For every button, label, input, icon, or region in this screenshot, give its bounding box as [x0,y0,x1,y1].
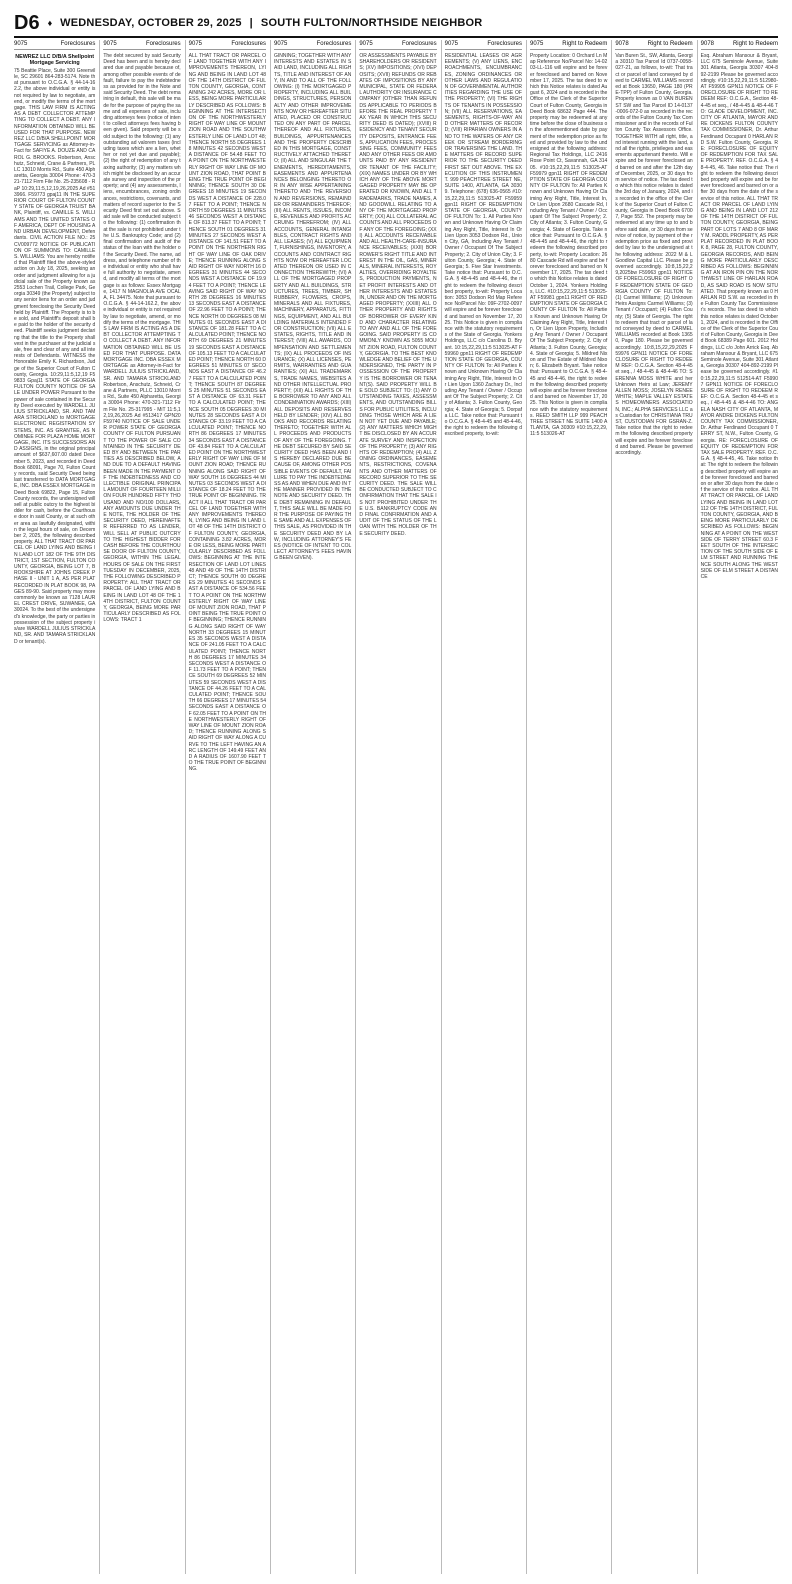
column-3 [185,40,266,1574]
legal-notice-text: ALL THAT TRACT OR PARCEL OF LAND TOGETHER WITH ANY IMPROVEMENTS THEREON, LYING AND BEING IN LAND LOT 48 OF THE 14TH DISTRICT OF FULTON COUNTY, GEORGIA, CONTAINING 242 ACRES, MORE OR LESS, BEING MORE PARTICULARLY DESCRIBED AS FOLLOWS: BEGINNING AT THE INTERSECTION OF THE NORTHWESTERLY RIGHT OF WAY LINE OF MOUNT ZION ROAD AND THE SOUTHWESTERLY LINE OF LAND LOT 48; THENCE NORTH 55 DEGREES 18 MINUTES 42 SECONDS WEST A DISTANCE OF 54.48 FEET TO A POINT ON THE NORTHWESTERLY RIGHT OF WAY LINE OF MOUNT ZION ROAD, THAT POINT BEING THE TRUE POINT OF BEGINNING; THENCE SOUTH 30 DEGREES 18 MINUTES 19 SECONDS WEST A DISTANCE OF 228.07 FEET TO A POINT; THENCE NORTH 59 DEGREES 11 MINUTES 46 SECONDS WEST A DISTANCE OF 813.37 FEET TO A POINT; THENCE SOUTH 01 DEGREES 31 MINUTES 27 SECONDS WEST A DISTANCE OF 141.51 FEET TO A POINT ON THE NORTHERN RIGHT OF WAY LINE OF OAK DRIVE; THENCE RUNNING ALONG SAID RIGHT OF WAY NORTH 16 DEGREES 31 MINUTES 44 SECONDS WEST A DISTANCE OF 19.94 FEET TO A POINT; THENCE LEAVING SAID RIGHT OF WAY NORTH 28 DEGREES 16 MINUTES 13 SECONDS EAST A DISTANCE OF 22.96 FEET TO A POINT; THENCE NORTH 00 DEGREES 08 MINUTES 01 SECONDS EAST A DISTANCE OF 181.28 FEET TO A CALCULATED POINT; THENCE NORTH 69 DEGREES 21 MINUTES 19 SECONDS EAST A DISTANCE OF 105.13 FEET TO A CALCULATED POINT; THENCE NORTH 60 DEGREES 51 MINUTES 07 SECONDS EAST A DISTANCE OF 46.27 FEET TO A CALCULATED POINT; THENCE SOUTH 87 DEGREES 25 MINUTES 51 SECONDS EAST A DISTANCE OF 63.31 FEET TO A CALCULATED POINT; THENCE SOUTH 05 DEGREES 30 MINUTES 28 SECONDS EAST A DISTANCE OF 33.19 FEET TO A CALCULATED POINT; THENCE NORTH 86 DEGREES 17 MINUTES 34 SECONDS EAST A DISTANCE OF 43.84 FEET TO A CALCULATED POINT ON THE NORTHWESTERLY RIGHT OF WAY LINE OF MOUNT ZION ROAD; THENCE RUNNING ALONG SAID RIGHT OF WAY SOUTH 16 DEGREES 44 MINUTES 03 SECONDS WEST A DISTANCE OF 18.24 FEET TO THE TRUE POINT OF BEGINNING. TRACT II ALL THAT TRACT OR PARCEL OF LAND TOGETHER WITH ANY IMPROVEMENTS THEREON, LYING AND BEING IN LAND LOT 48 OF THE 14TH DISTRICT OF FULTON COUNTY, GEORGIA, CONTAINING 3.82 ACRES, MORE OR LESS, BEING MORE PARTICULARLY DESCRIBED AS FOLLOWS: BEGINNING AT THE INTERSECTION OF LAND LOT LINES 48 AND 49 OF THE 14TH DISTRICT; THENCE SOUTH 00 DEGREES 29 MINUTES 41 SECONDS EAST A DISTANCE OF 534.56 FEET TO A POINT ON THE NORTHWESTERLY RIGHT OF WAY LINE OF MOUNT ZION ROAD, THAT POINT BEING THE TRUE POINT OF BEGINNING; THENCE RUNNING ALONG SAID RIGHT OF WAY NORTH 33 DEGREES 15 MINUTES 35 SECONDS WEST A DISTANCE OF 241.05 FEET TO A CALCULATED POINT; THENCE NORTH 86 DEGREES 17 MINUTES 34 SECONDS WEST A DISTANCE OF 11.73 FEET TO A POINT; THENCE SOUTH 69 DEGREES 52 MINUTES 59 SECONDS WEST A DISTANCE OF 44.26 FEET TO A CALCULATED POINT; THENCE SOUTH 66 DEGREES 17 MINUTES 54 SECONDS EAST A DISTANCE OF 62.05 FEET TO A POINT ON THE NORTHWESTERLY RIGHT OF WAY LINE OF MOUNT ZION ROAD; THENCE RUNNING ALONG SAID RIGHT OF WAY ALONG A CURVE TO THE LEFT HAVING AN ARC LENGTH OF 149.49 FEET AND A RADIUS OF 1607.90 FEET TO THE TRUE POINT OF BEGINNING. [188,53,268,773]
column-code: 9075 [444,41,459,47]
column-9 [697,40,778,1574]
column-8 [611,40,695,1574]
column-code: 9075 [188,41,203,47]
legal-notice-text: Property Location: 0 Orchard Ln Map Reference No/Parcel No: 14-0203-LL-116 will expire and be forever foreclosed and barred on November 17, 2025. The tax deed to which this Notice relates is dated August 6, 2024 and is recorded in the Office of the Clerk of the Superior Court of Fulton County, Georgia in Deed Book 68632 Page 444. The property may be redeemed at any time before the close of business on the aforementioned date by payment of the redemption price as fixed and provided by law to the undersigned at the following address: Regional Tax Holdings, LLC 2416 Rose Point Ct, Savannah, GA 31405. #10:15,22,29,11:5 513025-AT F59979 gpn11 RIGHT OF REDEMPTION STATE OF GEORGIA COUNTY OF FULTON To: All Parties Known and Unknown Having Or Claiming Any Right, Title, Interest In, Or Lien Upon 2680 Cascade Rd, Including Any Tenant / Owner / Occupant Of The Subject Property; 2. City of Atlanta; 3. Fulton County, Georgia; 4. State of Georgia. Take notice that: Pursuant to O.C.G.A. § 48-4-45 and 48-4-46, the right to redeem the following described property, to-wit: Property Location: 2680 Cascade Rd will expire and be forever foreclosed and barred on November 17, 2025. The tax deed to which this Notice relates is dated October 1, 2024. Yonkers Holdings, LLC. #10:15,22,29,11:5 513025-AT F59981 gpn11 RIGHT OF REDEMPTION STATE OF GEORGIA COUNTY OF FULTON To: All Parties Known and Unknown Having Or Claiming Any Right, Title, Interest In, Or Lien Upon Property, Including Any Tenant / Owner / Occupant Of The Subject Property; 2. City of Atlanta; 3. Fulton County, Georgia; 4. State of Georgia; 5. Mildred Nixon and The Estate of Mildred Nixon; 6. Elizabeth Bryant. Take notice that: Pursuant to O.C.G.A. § 48-4-45 and 48-4-46, the right to redeem the following described property will expire and be forever foreclosed and barred on November 17, 2025. This Notice is given in compliance with the statutory requirements. REED SMITH LLP 999 PEACHTREE STREET NE SUITE 1400 ATLANTA, GA 30309 #10:15,22,29,11:5 513026-AT [530,53,609,438]
column-category: Foreclosures [145,41,181,47]
legal-notice-text: The debt secured by said Security Deed has been and is hereby declared due and payable because of, among other possible events of default, failure to pay the indebtedness as provided for in the Note and said Security Deed. The debt remaining in default, this sale will be made for the purpose of paying the same and all expenses of sale, including attorneys fees (notice of intent to collect attorneys fees having been given). Said property will be sold subject to the following: (1) any outstanding ad valorem taxes (including taxes which are a lien, whether or not yet due and payable); (2) the right of redemption of any taxing authority; (3) any matters which might be disclosed by an accurate survey and inspection of the property; and (4) any assessments, liens, encumbrances, zoning ordinances, restrictions, covenants, and matters of record superior to the Security Deed first set out above. Said sale will be conducted subject to the following: (1) confirmation that the sale is not prohibited under the U.S. Bankruptcy Code; and (2) final confirmation and audit of the status of the loan with the holder of the Security Deed. The name, address, and telephone number of the individual or entity who shall have full authority to negotiate, amend, and modify all terms of the mortgage is as follows: Essex Mortgage, 1417 N MAGNOLIA AVE OCALA, FL 34475. Note that pursuant to O.C.G.A. § 44-14-162.2, the above individual or entity is not required by law to negotiate, amend, or modify the terms of the mortgage. THIS LAW FIRM IS ACTING AS A DEBT COLLECTOR ATTEMPTING TO COLLECT A DEBT. ANY INFORMATION OBTAINED WILL BE USED FOR THAT PURPOSE. DATA MORTGAGE INC. DBA ESSEX MORTGAGE as Attorney-in-Fact for WARDELL JULIUS STRICKLAND, SR. AND TAMARA STRICKLAND Robertson, Anschutz, Schneid, Crane & Partners, PLLC 13010 Morris Rd., Suite 450 Alpharetta, Georgia 30004 Phone: 470-321-7112 Firm File No. 25-317995 - MiT 11:5,12,19,26,2025 Ad #513417 GPN20 F59740 NOTICE OF SALE UNDER POWER STATE OF GEORGIA COUNTY OF FULTON PURSUANT TO THE POWER OF SALE CONTAINED IN THE SECURITY DEED BY AND BETWEEN THE PARTIES AS DESCRIBED BELOW, AND DUE TO A DEFAULT HAVING BEEN MADE IN THE PAYMENT OF THE INDEBTEDNESS AND COLLECTIBLE ORIGINAL PRINCIPAL AMOUNT OF FOURTEEN MILLION FOUR HUNDRED FIFTY THOUSAND AND NO/100 DOLLARS, ANY AMOUNTS DUE UNDER THE NOTE, THE HOLDER OF THE SECURITY DEED, HEREINAFTER REFERRED TO AS LENDER, WILL SELL AT PUBLIC OUTCRY TO THE HIGHEST BIDDER FOR CASH BEFORE THE COURTHOUSE DOOR OF FULTON COUNTY, GEORGIA, WITHIN THE LEGAL HOURS OF SALE ON THE FIRST TUESDAY IN DECEMBER, 2025, THE FOLLOWING DESCRIBED PROPERTY: ALL THAT TRACT OR PARCEL OF LAND LYING AND BEING IN LAND LOT 48 OF THE 14TH DISTRICT, FULTON COUNTY, GEORGIA, BEING MORE PARTICULARLY DESCRIBED AS FOLLOWS: TRACT 1 [103,53,183,624]
column-category: Foreclosures [60,41,96,47]
masthead [14,10,778,38]
legal-notice-text: Esq. Abraham Mansour & Bryant, LLC 675 Seminole Avenue, Suite 301 Atlanta, Georgia 30307 404-892-2199 Please be governed accordingly. #10:15,22,29,11:5 512980-AT F59905 GPN11 NOTICE OF FORECLOSURE OF RIGHT TO REDEEM REF: O.C.G.A., Section 48-4-45 et seq., / 48-4-45 & 48-4-46 TO: GLADE DEVELOPMENT, INC. CITY OF ATLANTA, MAYOR ANDRE DICKENS FULTON COUNTY TAX COMMISSIONER, Dr. Arthur Ferdinand Occupant 0 HARLAN RD S.W. Fulton County, Georgia. RE: FORECLOSURE OF EQUITY OF REDEMPTION FOR TAX SALE PROPERTY. REF. O.C.G.A. § 48-4-45, 46. Take notice that: The right to redeem the following described property will expire and be forever foreclosed and barred on or after 30 days from the date of the service of this notice. ALL THAT TRACT OR PARCEL OF LAND LYING AND BEING IN LAND LOT 212 OF THE 14TH DISTRICT OF FULTON COUNTY, GEORGIA, BEING PART OF LOTS 7 AND 8 OF MARY M. RADDL PROPERTY, AS PER PLAT RECORDED IN PLAT BOOK 8, PAGE 28, FULTON COUNTY, GEORGIA RECORDS, AND BEING MORE PARTICULARLY DESCRIBED AS FOLLOWS: BEGINNING AT AN IRON PIN ON THE NORTHWEST LINE OF HARLAN ROAD, AS SAID ROAD IS NOW SITUATED. That property known as 0 HARLAN RD S.W. as recorded in the Fulton County Tax Commissioner's records. The tax deed to which this notice relates is dated October 1, 2024, and is recorded in the Office of the Clerk of the Superior Court of Fulton County, Georgia in Deed Book 68389 Page 601. 2012 Holdings, LLC c/o John Arrick Esq. Abraham Mansour & Bryant, LLC 675 Seminole Avenue, Suite 301 Atlanta, Georgia 30307 404-892-2199 Please be governed accordingly. #10:15,22,29,11:5 512514-AT F59907 GPN11 NOTICE OF FORECLOSURE OF RIGHT TO REDEEM REF: O.C.G.A. Section 48-4-45 et seq., / 48-4-45 & 48-4-46 TO: ANGELA NASH CITY OF ATLANTA, MAYOR ANDRE DICKENS FULTON COUNTY TAX COMMISSIONER, Dr. Arthur Ferdinand Occupant 0 TERRY ST, N.W., Fulton County, Georgia. RE: FORECLOSURE OF EQUITY OF REDEMPTION FOR TAX SALE PROPERTY. REF. O.C.G.A. § 48-4-45, 46. Take notice that: The right to redeem the following described property will expire and be forever foreclosed and barred on or after 30 days from the date of the service of this notice. ALL THAT TRACT OR PARCEL OF LAND LYING AND BEING IN LAND LOT 112 OF THE 14TH DISTRICT, FULTON COUNTY, GEORGIA, AND BEING MORE PARTICULARLY DESCRIBED AS FOLLOWS: BEGINNING AT A POINT ON THE WEST SIDE OF TERRY STREET 60.3 FEET SOUTH OF THE INTERSECTION OF THE SOUTH SIDE OF ELM STREET AND RUNNING THENCE SOUTH ALONG THE WEST SIDE OF ELM STREET A DISTANCE [700,53,780,581]
column-header [530,40,607,50]
issue-date: WEDNESDAY, OCTOBER 29, 2025 [60,17,242,29]
classifieds-grid [14,40,778,1574]
column-category: Foreclosures [316,41,352,47]
column-header [14,40,95,50]
column-4 [270,40,351,1574]
column-category: Foreclosures [401,41,437,47]
column-2 [99,40,183,1574]
masthead-separator: | [249,17,253,29]
page-number: D6 [14,11,40,34]
column-code: 9078 [615,41,629,47]
column-code: 9075 [359,41,373,47]
legal-notice-text: RESIDENTIAL LEASES OR AGREEMENTS; (V) ANY LIENS, ENCROACHMENTS, ENCUMBRANCES, ZONING ORDINANCES OR OTHER LAWS AND REGULATION OF GOVERNMENTAL AUTHORITIES REGARDING THE USE OF THE PROPERTY; (VI) THE RIGHTS OF TENANTS IN POSSESSION; (VII) ALL RESERVATIONS, EASEMENTS, RIGHTS-OF-WAY AND OTHER MATTERS OF RECORD; (VIII) RIPARIAN OWNERS IN AND TO THE WATERS OF ANY CREEK OR STREAM BORDERING OR TRAVERSING THE LAND. THE MATTERS OF RECORD SUPERIOR TO THE SECURITY DEED FIRST SET OUT ABOVE. THE EXECUTION OF THIS INSTRUMENT. 999 PEACHTREE STREET NE, SUITE 1400, ATLANTA, GA 30309. Telephone: (678) 636-0565 #10:15,22,29,11:5 513025-AT F59959 gpn11 RIGHT OF REDEMPTION STATE OF GEORGIA, COUNTY OF FULTON To: 1. All Parties Known and Unknown Having Or Claiming Any Right, Title, Interest In Or Lien Upon 3053 Dodson Rd., Union City, GA, Including Any Tenant / Owner / Occupant Of The Subject Property; 2. City of Union City; 3. Fulton County, Georgia; 4. State of Georgia; 5. Five Star Investments. Take notice that: Pursuant to O.C.G.A. § 48-4-45 and 48-4-46, the right to redeem the following described property, to-wit: Property Location: 3053 Dodson Rd Map Reference No/Parcel No: 09F-2702-0097 will expire and be forever foreclosed and barred on November 17, 2025. This Notice is given in compliance with the statutory requirements of the State of Georgia. Yonkers Holdings, LLC c/o Carolina D. Bryant. 10:15,22,29,11:5 513025-AT F59960 gpn11 RIGHT OF REDEMPTION STATE OF GEORGIA, COUNTY OF FULTON To: All Parties Known and Unknown Having Or Claiming Any Right, Title, Interest In Or Lien Upon 1360 Zachary Dr., Including Any Tenant / Owner / Occupant Of The Subject Property; 2. City of Atlanta; 3. Fulton County, Georgia; 4. State of Georgia; 5. Dorpafa LLC. Take notice that: Pursuant to O.C.G.A. § 48-4-45 and 48-4-46, the right to redeem the following described property, to-wit: [444,53,524,438]
legal-notice-text: 75 Beattie Place, Suite 300 Greenville, SC 29601 864-283-5174. Note that pursuant to O.C.G.A. § 44-14-162.2, the above individual or entity is not required by law to negotiate, amend, or modify the terms of the mortgage. THIS LAW FIRM IS ACTING AS A DEBT COLLECTOR ATTEMPTING TO COLLECT A DEBT. ANY INFORMATION OBTAINED WILL BE USED FOR THAT PURPOSE. NEWREZ LLC D/B/A SHELLPOINT MORTGAGE SERVICING as Attorney-in-Fact for SAFIYE A. DOUZE AND CAROL G. BROOKS. Robertson, Anschutz, Schneid, Crane & Partners, PLLC 13010 Morris Rd., Suite 450 Alpharetta, Georgia 30004 Phone: 470-321-7112 Firm File No. 25-235608 - RaP 10:29,11:5,12,19,26,2025 Ad #513966. F59773 gpaj11 IN THE SUPERIOR COURT OF FULTON COUNTY STATE OF GEORGIA TRUIST BANK, Plaintiff, vs. CAMILLE S. WILLIAMS AND THE UNITED STATES OF AMERICA, DEPT OF HOUSING AND URBAN DEVELOPMENT, Defendants. CIVIL ACTION FILE NO.: 25CV009772 NOTICE OF PUBLICATION OF SUMMONS TO: CAMILLE S. WILLIAMS: You are hereby notified that Plaintiff filed the above-styled action on July 18, 2025, seeking an order and judgment allowing for a judicial sale of the Property known as 2553 Lochen Trail, College Park, Georgia 30349 (the Property) subject to any senior liens for an order and judgment foreclosing the Security Deed held by Plaintiff. The Property is to be sold, and Plaintiff's deposit shall be paid to the holder of the security deed. Plaintiff seeks judgment declaring that the title to the Property shall vest in the purchaser at the judicial sale, free and clear of any and all interests of Defendants. WITNESS the Honorable Emily K. Richardson, Judge of the Superior Court of Fulton County, Georgia. 10:29,11:5,12,19 F59833 Gpaj11 STATE OF GEORGIA FULTON COUNTY NOTICE OF SALE UNDER POWER Pursuant to the power of sale contained in the Security Deed executed by WARDELL JULIUS STRICKLAND, SR. AND TAMARA STRICKLAND to MORTGAGE ELECTRONIC REGISTRATION SYSTEMS, INC. AS GRANTEE, AS NOMINEE FOR PLAZA HOME MORTGAGE, INC. ITS SUCCESSORS AND ASSIGNS, in the original principal amount of $637,607.00 dated December 5, 2023, and recorded in Deed Book 68091, Page 70, Fulton County records, said Security Deed being last transferred to DATA MORTGAGE, INC. DBA ESSEX MORTGAGE in Deed Book 69822, Page 15, Fulton County records, the undersigned will sell at public outcry to the highest bidder for cash, before the Courthouse door in said County, or at such other area as lawfully designated, within the legal hours of sale, on December 2, 2025, the following described property. ALL THAT TRACT OR PARCEL OF LAND LYING AND BEING IN LAND LOT 182 OF THE 9TH DISTRICT, 1ST SECTION, FULTON COUNTY, GEORGIA, BEING LOT 7, BROOKSHIRE AT JOHNS CREEK PHASE II - UNIT 1 A, AS PER PLAT RECORDED IN PLAT BOOK 98, PAGES 89-90. Said property may more commonly be known as 7128 LAUREL CREST DRIVE, SUWANEE, GA 30024. To the best of the undersigned's knowledge, the party or parties in possession of the subject property is/are WARDELL JULIUS STRICKLAND, SR. AND TAMARA STRICKLAND or tenant(s). [14,67,97,645]
column-category: Right to Redeem [732,41,778,47]
column-code: 9075 [103,41,117,47]
legal-notice-text: GINNING; TOGETHER WITH ANY INTERESTS AND ESTATES IN SAID LAND, INCLUDING ALL RIGHTS, TITLE AND INTEREST OF ANY, IN AND TO ALL OF THE FOLLOWING: (I) THE MORTGAGED PROPERTY, INCLUDING ALL BUILDINGS, STRUCTURES, PERSONALTY AND OTHER IMPROVEMENTS NOW OR HEREAFTER SITUATED, PLACED OR CONSTRUCTED ON ANY PART OF PARCEL THEREOF AND ALL FIXTURES, BUILDINGS, APPURTENANCES AND THE PROPERTY DESCRIBED IN THIS MORTGAGE, CONSTRUCTIVELY ATTACHED THERETO; (II) ALL AND SINGULAR THE TENEMENTS, HEREDITAMENTS, EASEMENTS AND APPURTENANCES BELONGING THERETO OR IN ANY WISE APPERTAINING THERETO AND THE REVERSION AND REVERSIONS, REMAINDER OR REMAINDERS THEREOF; (III) ALL RENTS, ISSUES, INCOME, REVENUES AND PROFITS ACCRUING THEREFROM; (IV) ALL ACCOUNTS, GENERAL INTANGIBLES, CONTRACT RIGHTS AND ALL LEASES; (V) ALL EQUIPMENT, FURNISHINGS, INVENTORY, ACCOUNTS AND CONTRACT RIGHTS NOW OR HEREAFTER LOCATED THEREON OR USED IN CONNECTION THEREWITH; (VI) ALL OF THE MORTGAGED PROPERTY AND ALL BUILDINGS, STRUCTURES, TREES, TIMBER, SHRUBBERY, FLOWERS, CROPS, MINERALS AND ALL FIXTURES, MACHINERY, APPARATUS, FITTINGS, EQUIPMENT, AND ALL BUILDING MATERIALS INTENDED FOR CONSTRUCTION; (VII) ALL ESTATES, RIGHTS, TITLE AND INTEREST; (VIII) ALL AWARDS, COMPENSATION AND SETTLEMENTS; (IX) ALL PROCEEDS OF INSURANCE; (X) ALL LICENSES, PERMITS, WARRANTIES AND GUARANTIES; (XI) ALL TRADEMARKS, TRADE NAMES, WEBSITES AND OTHER INTELLECTUAL PROPERTY; (XII) ALL RIGHTS OF THE BORROWER TO ANY AND ALL CONDEMNATION AWARDS; (XIII) ALL DEPOSITS AND RESERVES HELD BY LENDER; (XIV) ALL BOOKS AND RECORDS RELATING THERETO; TOGETHER WITH ALL PROCEEDS AND PRODUCTS OF ANY OF THE FOREGOING. THE DEBT SECURED BY SAID SECURITY DEED HAS BEEN AND IS HEREBY DECLARED DUE BECAUSE OF, AMONG OTHER POSSIBLE EVENTS OF DEFAULT, FAILURE TO PAY THE INDEBTEDNESS AS AND WHEN DUE AND IN THE MANNER PROVIDED IN THE NOTE AND SECURITY DEED. THE DEBT REMAINING IN DEFAULT, THIS SALE WILL BE MADE FOR THE PURPOSE OF PAYING THE SAME AND ALL EXPENSES OF THIS SALE, AS PROVIDED IN THE SECURITY DEED AND BY LAW, INCLUDING ATTORNEY'S FEES (NOTICE OF INTENT TO COLLECT ATTORNEY'S FEES HAVING BEEN GIVEN). [274,53,353,562]
column-category: Right to Redeem [647,41,693,47]
notice-heading: NEWREZ LLC D/B/A Shellpoint Mortgage Servicing [15,54,95,67]
column-code: 9075 [274,41,288,47]
column-category: Right to Redeem [562,41,608,47]
legal-notice-text: OR ASSESSMENTS PAYABLE BY SHAREHOLDERS OR RESIDENTS; (XV) IMPOSITIONS; (XVI) DEPOSITS; (XVII) REFUNDS OR REBATES OF IMPOSITIONS BY ANY MUNICIPAL, STATE OR FEDERAL AUTHORITY OR INSURANCE COMPANY (OTHER THAN REFUNDS APPLICABLE TO PERIODS BEFORE THE REAL PROPERTY TAX YEAR IN WHICH THIS SECURITY DEED IS DATED); (XVIII) RESIDENCY AND TENANT SECURITY DEPOSITS, ENTRANCE FEES, APPLICATION FEES, PROCESSING FEES, COMMUNITY FEES AND ANY OTHER FEES OR AMOUNTS PAID BY ANY RESIDENT OR TENANT OF THE FACILITY; (XIX) NAMES UNDER OR BY WHICH ANY OF THE ABOVE MORTGAGED PROPERTY MAY BE OPERATED OR KNOWN, AND ALL TRADEMARKS, TRADE NAMES, AND GOODWILL RELATING TO ANY OF THE MORTGAGED PROPERTY; (XX) ALL COLLATERAL ACCOUNTS AND ALL PROCEEDS OF ANY OF THE FOREGOING; (XXI) ALL ACCOUNTS RECEIVABLE AND ALL HEALTH-CARE-INSURANCE RECEIVABLES; (XXII) BORROWER'S RIGHT TITLE AND INTEREST IN THE OIL, GAS, MINERALS, MINERAL INTERESTS, ROYALTIES, OVERRIDING ROYALTIES, PRODUCTION PAYMENTS, NET PROFIT INTERESTS AND OTHER INTERESTS AND ESTATES IN, UNDER AND ON THE MORTGAGED PROPERTY; (XXIII) ALL OTHER PROPERTY AND RIGHTS OF BORROWER OF EVERY KIND AND CHARACTER RELATING TO ANY AND ALL OF THE FOREGOING. SAID PROPERTY IS COMMONLY KNOWN AS 5055 MOUNT ZION ROAD, FULTON COUNTY, GEORGIA. TO THE BEST KNOWLEDGE AND BELIEF OF THE UNDERSIGNED, THE PARTY IN POSSESSION OF THE PROPERTY IS THE BORROWER OR TENANT(S). SAID PROPERTY WILL BE SOLD SUBJECT TO: (1) ANY OUTSTANDING TAXES, ASSESSMENTS, AND OUTSTANDING BILLS FOR PUBLIC UTILITIES, INCLUDING THOSE WHICH ARE A LIEN NOT YET DUE AND PAYABLE; (2) ANY MATTERS WHICH MIGHT BE DISCLOSED BY AN ACCURATE SURVEY AND INSPECTION OF THE PROPERTY; (3) ANY RIGHTS OF REDEMPTION; (4) ALL ZONING ORDINANCES, EASEMENTS, RESTRICTIONS, COVENANTS AND OTHER MATTERS OF RECORD SUPERIOR TO THE SECURITY DEED. THE SALE WILL BE CONDUCTED SUBJECT TO CONFIRMATION THAT THE SALE IS NOT PROHIBITED UNDER THE U.S. BANKRUPTCY CODE AND FINAL CONFIRMATION AND AUDIT OF THE STATUS OF THE LOAN WITH THE HOLDER OF THE SECURITY DEED. [359,53,439,537]
column-1 [14,40,95,1574]
column-6 [441,40,522,1574]
column-header [359,40,436,50]
column-header [615,40,692,50]
legal-notice-text: Van Buren St., SW, Atlanta, Georgia 30310 Tax Parcel Id 0737-0058-027-21, as follows, to-wit: That tract or parcel of land conveyed by deed to CARMEL WILLIAMS recorded at Book 13650, PAGE 180 (PRE-TPP) of Fulton County, Georgia. Property known as 0 VAN BUREN ST SW and Tax Parcel ID 14-0137-0006-072-0 as recorded in the records of the Fulton County Tax Commissioner and in the records of Fulton County Tax Assessors Office. TOGETHER WITH all right, title, and interest running with the land, and all the rights, privileges and easements appurtenant thereto. Will expire and be forever foreclosed and barred on and after the 12th day of December, 2025, or 30 days from service of notice. The tax deed to which this notice relates is dated the 3rd day of January, 2024, and is recorded in the office of the Clerk of the Superior Court of Fulton County, Georgia in Deed Book 67007, Page 552. The property may be redeemed at any time up to and before said date, or 30 days from service of notice, by payment of the redemption price as fixed and provided by law to the undersigned at the following address: 2022 M & L Goodlow Capital LLC. Please be governed accordingly. 10:8,15,22,29,2025bw F59963 gpn11 NOTICE OF FORECLOSURE OF RIGHT OF REDEMPTION STATE OF GEORGIA COUNTY OF FULTON To: (1) Carmel Williams; (2) Unknown Heirs Assigns Carmel Williams; (3) Tenant / Occupant; (4) Fulton County; (5) State of Georgia. The right to redeem that tract or parcel of land conveyed by deed to CARMEL WILLIAMS recorded at Book 13650, Page 180. Please be governed accordingly. 10:8,15,22,29,2025 F59976 GPN11 NOTICE OF FORECLOSURE OF RIGHT TO REDEEM REF: O.C.G.A. Section 48-4-45 et seq., / 48-4-45 & 48-4-46 TO: SERENNA MOSS WHITE and her Unknown Heirs at Law; JEREMY ALLEN MOSS; JOSELYN RENEE WHITE; MAPLE VALLEY ESTATES HOMEOWNERS ASSOCIATION, INC.; ALPHA SERVICES LLC as Custodian for CHRISTIANA TRUST, CUSTODIAN FOR GSRAN-Z. Take notice that the right to redeem the following described property will expire and be forever foreclosed and barred. Please be governed accordingly. [615,53,695,456]
column-header [274,40,351,50]
column-header [189,40,266,50]
column-code: 9075 [14,41,28,47]
column-header [445,40,522,50]
column-category: Foreclosures [487,41,522,47]
column-code: 9078 [700,41,715,47]
column-code: 9075 [530,41,544,47]
column-header [103,40,180,50]
column-7 [526,40,607,1574]
section-name: SOUTH FULTON/NORTHSIDE NEIGHBOR [260,17,483,29]
column-5 [355,40,439,1574]
column-header [701,40,778,50]
column-category: Foreclosures [231,41,266,47]
diamond-icon: ♦ [47,18,53,28]
